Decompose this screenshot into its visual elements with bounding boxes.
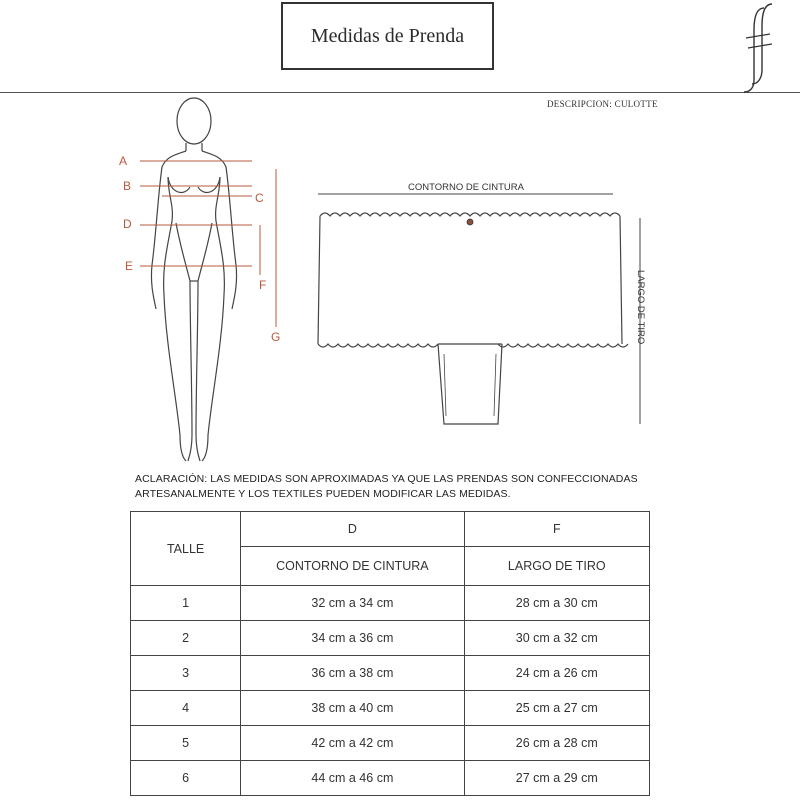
page-title: Medidas de Prenda <box>281 2 494 70</box>
table-row <box>131 726 650 761</box>
size-cell: 2 <box>131 621 241 656</box>
size-cell: 5 <box>131 726 241 761</box>
culotte-diagram <box>310 178 660 428</box>
table-row <box>131 761 650 796</box>
header-col-f-letter: F <box>464 512 649 547</box>
header-divider <box>0 92 800 93</box>
waist-cell: 32 cm a 34 cm <box>241 586 464 621</box>
size-cell: 4 <box>131 691 241 726</box>
rise-cell: 28 cm a 30 cm <box>464 586 649 621</box>
size-table <box>130 511 650 796</box>
measure-label-a: A <box>119 154 128 168</box>
garment-description: DESCRIPCION: CULOTTE <box>547 99 658 109</box>
measure-label-e: E <box>125 259 134 273</box>
rise-cell: 26 cm a 28 cm <box>464 726 649 761</box>
rise-cell: 30 cm a 32 cm <box>464 621 649 656</box>
rise-length-label: LARGO DE TIRO <box>635 270 646 345</box>
waist-cell: 38 cm a 40 cm <box>241 691 464 726</box>
disclaimer-note: ACLARACIÓN: LAS MEDIDAS SON APROXIMADAS YA QUE LAS PRENDAS SON CONFECCIONADAS ARTESANALMENTE Y LOS TEXTILES PUEDEN MODIFICAR LAS MEDIDAS. <box>135 473 638 500</box>
rise-cell: 24 cm a 26 cm <box>464 656 649 691</box>
measure-label-c: C <box>255 191 264 205</box>
waist-cell: 36 cm a 38 cm <box>241 656 464 691</box>
waist-cell: 44 cm a 46 cm <box>241 761 464 796</box>
brand-logo <box>734 0 782 96</box>
header-talle: TALLE <box>131 512 241 586</box>
waist-cell: 42 cm a 42 cm <box>241 726 464 761</box>
header-col-d-letter: D <box>241 512 464 547</box>
header-col-f-title: LARGO DE TIRO <box>464 547 649 586</box>
table-row <box>131 656 650 691</box>
size-cell: 3 <box>131 656 241 691</box>
header-col-d-title: CONTORNO DE CINTURA <box>241 547 464 586</box>
rise-cell: 27 cm a 29 cm <box>464 761 649 796</box>
table-row <box>131 586 650 621</box>
waist-contour-label: CONTORNO DE CINTURA <box>408 182 524 193</box>
measure-label-d: D <box>123 217 132 231</box>
waist-cell: 34 cm a 36 cm <box>241 621 464 656</box>
table-header-row <box>131 512 650 547</box>
table-row <box>131 621 650 656</box>
measure-label-b: B <box>123 179 132 193</box>
measure-label-f: F <box>259 278 267 292</box>
measure-label-g: G <box>271 330 281 344</box>
table-row <box>131 691 650 726</box>
size-cell: 6 <box>131 761 241 796</box>
size-cell: 1 <box>131 586 241 621</box>
rise-cell: 25 cm a 27 cm <box>464 691 649 726</box>
body-figure <box>110 95 300 465</box>
